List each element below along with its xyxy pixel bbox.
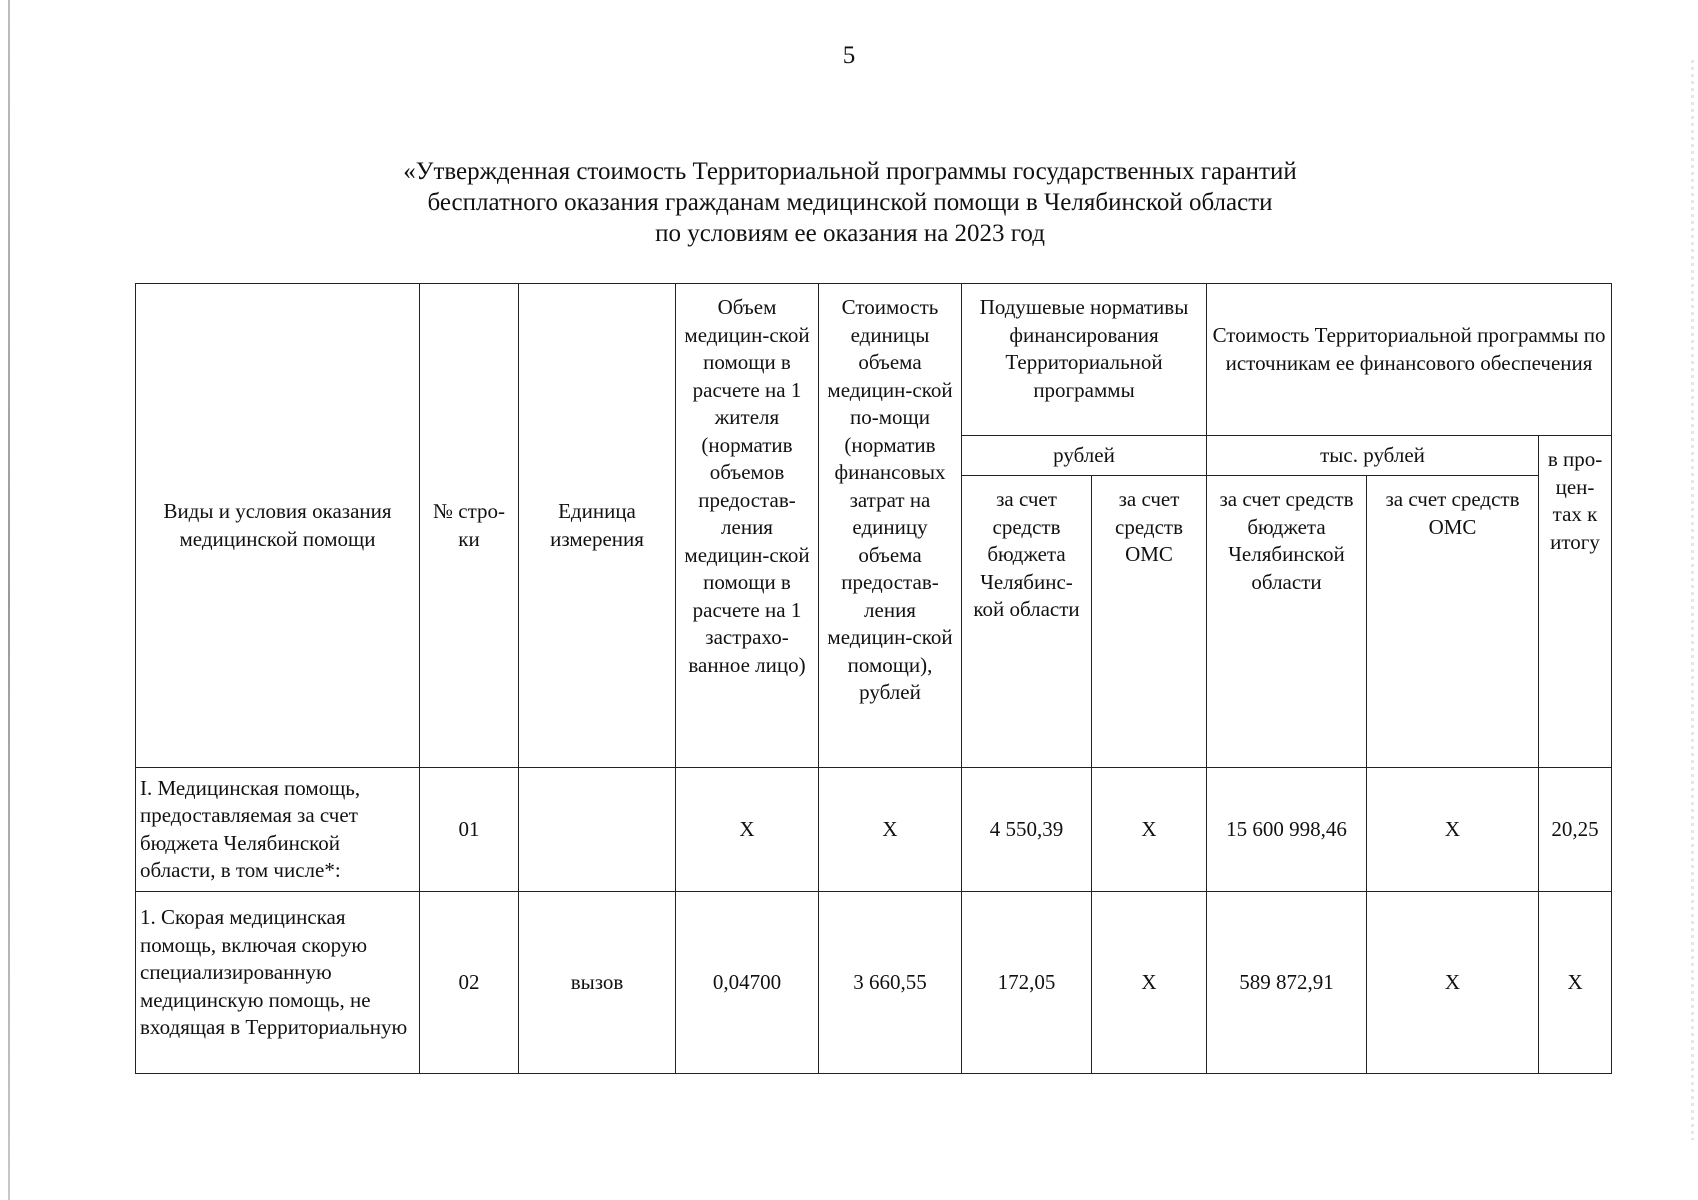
cost-table — [135, 283, 1612, 1074]
header-volume: Объем медицин-ской помощи в расчете на 1 жителя (норматив объемов предостав-ления медицин-ской помощи в расчете на 1 застрахо-ванное лицо) — [676, 284, 819, 768]
scan-edge-left — [8, 0, 10, 1200]
header-per-capita: Подушевые нормативы финансирования Территориальной программы — [962, 284, 1207, 436]
cell-kind: I. Медицинская помощь, предоставляемая за счет бюджета Челябинской области, в том числе*: — [136, 768, 420, 892]
page-number: 5 — [842, 42, 856, 69]
header-per-capita-budget: за счет средств бюджета Челябинс-кой области — [962, 476, 1092, 768]
cell-per-capita-budget: 4 550,39 — [962, 768, 1092, 892]
header-row-1 — [136, 284, 1612, 436]
header-percent: в про-цен-тах к итогу — [1539, 436, 1612, 768]
title-line-3: по условиям ее оказания на 2023 год — [655, 220, 1045, 247]
title-line-1: «Утвержденная стоимость Территориальной программы государственных гарантий — [403, 158, 1297, 185]
header-per-capita-oms: за счет средств ОМС — [1092, 476, 1207, 768]
cell-per-capita-oms: X — [1092, 768, 1207, 892]
header-row-number: № стро-ки — [420, 284, 519, 768]
cell-row-number: 02 — [420, 892, 519, 1074]
cell-percent: 20,25 — [1539, 768, 1612, 892]
scan-edge-right — [1691, 60, 1694, 1140]
header-cost-oms: за счет средств ОМС — [1367, 476, 1539, 768]
cell-cost-oms: X — [1367, 892, 1539, 1074]
cell-kind: 1. Скорая медицинская помощь, включая скорую специализированную медицинскую помощь, не входящая в Территориальную — [136, 892, 420, 1074]
cell-unit — [519, 768, 676, 892]
header-kind: Виды и условия оказания медицинской помощи — [136, 284, 420, 768]
cell-row-number: 01 — [420, 768, 519, 892]
cell-unit-cost: X — [819, 768, 962, 892]
table-row — [136, 892, 1612, 1074]
header-unit-cost: Стоимость единицы объема медицин-ской по-мощи (норматив финансовых затрат на единицу объема предостав-ления медицин-ской помощи), рублей — [819, 284, 962, 768]
header-cost-budget: за счет средств бюджета Челябинской области — [1207, 476, 1367, 768]
cell-cost-budget: 589 872,91 — [1207, 892, 1367, 1074]
cell-volume: X — [676, 768, 819, 892]
table-row — [136, 768, 1612, 892]
title-line-2: бесплатного оказания гражданам медицинской помощи в Челябинской области — [427, 189, 1273, 216]
cell-volume: 0,04700 — [676, 892, 819, 1074]
header-program-cost: Стоимость Территориальной программы по источникам ее финансового обеспечения — [1207, 284, 1612, 436]
header-rubles: рублей — [962, 436, 1207, 476]
cell-cost-budget: 15 600 998,46 — [1207, 768, 1367, 892]
document-title — [300, 156, 1400, 249]
cell-per-capita-budget: 172,05 — [962, 892, 1092, 1074]
cell-percent: X — [1539, 892, 1612, 1074]
cell-per-capita-oms: X — [1092, 892, 1207, 1074]
cell-cost-oms: X — [1367, 768, 1539, 892]
cell-unit: вызов — [519, 892, 676, 1074]
header-thousand-rubles: тыс. рублей — [1207, 436, 1539, 476]
cell-unit-cost: 3 660,55 — [819, 892, 962, 1074]
header-unit: Единица измерения — [519, 284, 676, 768]
